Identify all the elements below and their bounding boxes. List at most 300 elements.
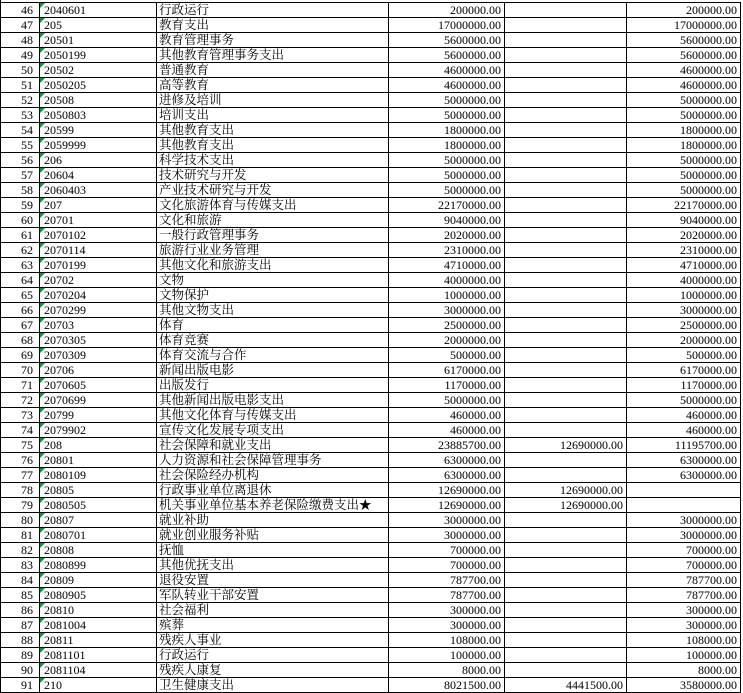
budget-code-cell[interactable] xyxy=(40,453,157,468)
amount-1-cell[interactable]: 108000.00 xyxy=(389,633,505,648)
amount-1-cell[interactable]: 5000000.00 xyxy=(389,153,505,168)
budget-code-cell[interactable] xyxy=(40,333,157,348)
amount-3-cell[interactable]: 4600000.00 xyxy=(627,63,741,78)
amount-1-cell[interactable]: 1800000.00 xyxy=(389,123,505,138)
table-row xyxy=(1,33,741,48)
amount-3-cell[interactable] xyxy=(627,498,741,513)
table-row xyxy=(1,528,741,543)
amount-1-cell[interactable]: 300000.00 xyxy=(389,603,505,618)
item-name-cell[interactable]: 出版发行 xyxy=(157,378,389,393)
amount-1-cell[interactable]: 5000000.00 xyxy=(389,183,505,198)
amount-2-cell[interactable] xyxy=(505,663,627,678)
item-name-cell[interactable]: 其他文物支出 xyxy=(157,303,389,318)
amount-3-cell[interactable]: 3580000.00 xyxy=(627,678,741,693)
row-number-cell[interactable]: 72 xyxy=(1,393,40,408)
amount-3-cell[interactable]: 200000.00 xyxy=(627,3,741,18)
row-number-cell[interactable]: 58 xyxy=(1,183,40,198)
row-number-cell[interactable]: 54 xyxy=(1,123,40,138)
amount-2-cell[interactable] xyxy=(505,48,627,63)
item-name-cell[interactable]: 高等教育 xyxy=(157,78,389,93)
amount-1-cell[interactable]: 5000000.00 xyxy=(389,168,505,183)
row-number-cell[interactable]: 86 xyxy=(1,603,40,618)
amount-3-cell[interactable]: 1000000.00 xyxy=(627,288,741,303)
item-name-cell[interactable]: 其他新闻出版电影支出 xyxy=(157,393,389,408)
budget-code-cell[interactable] xyxy=(40,438,157,453)
amount-2-cell[interactable] xyxy=(505,633,627,648)
item-name-cell[interactable]: 文物保护 xyxy=(157,288,389,303)
budget-code-cell[interactable] xyxy=(40,18,157,33)
amount-3-cell[interactable]: 17000000.00 xyxy=(627,18,741,33)
budget-code-cell[interactable] xyxy=(40,183,157,198)
amount-1-cell[interactable]: 12690000.00 xyxy=(389,498,505,513)
item-name-cell[interactable]: 技术研究与开发 xyxy=(157,168,389,183)
budget-code-cell[interactable] xyxy=(40,288,157,303)
amount-1-cell[interactable]: 1170000.00 xyxy=(389,378,505,393)
item-name-cell[interactable]: 体育 xyxy=(157,318,389,333)
budget-code-cell[interactable] xyxy=(40,423,157,438)
amount-3-cell[interactable]: 1800000.00 xyxy=(627,138,741,153)
amount-3-cell[interactable]: 3000000.00 xyxy=(627,303,741,318)
budget-code-cell[interactable] xyxy=(40,48,157,63)
budget-code-cell[interactable] xyxy=(40,633,157,648)
amount-3-cell[interactable]: 460000.00 xyxy=(627,408,741,423)
budget-code-cell[interactable] xyxy=(40,318,157,333)
amount-2-cell[interactable] xyxy=(505,558,627,573)
budget-code-cell[interactable] xyxy=(40,363,157,378)
budget-code-cell[interactable] xyxy=(40,213,157,228)
item-name-cell[interactable]: 文化旅游体育与传媒支出 xyxy=(157,198,389,213)
item-name-cell[interactable]: 体育交流与合作 xyxy=(157,348,389,363)
row-number-cell[interactable]: 81 xyxy=(1,528,40,543)
amount-2-cell[interactable]: 12690000.00 xyxy=(505,438,627,453)
amount-2-cell[interactable] xyxy=(505,603,627,618)
item-name-cell[interactable]: 退役安置 xyxy=(157,573,389,588)
amount-2-cell[interactable] xyxy=(505,573,627,588)
row-number-cell[interactable]: 67 xyxy=(1,318,40,333)
amount-1-cell[interactable]: 5000000.00 xyxy=(389,108,505,123)
budget-code-text: 20599 xyxy=(44,123,74,137)
amount-3-cell[interactable]: 8000.00 xyxy=(627,663,741,678)
amount-3-cell[interactable]: 1800000.00 xyxy=(627,123,741,138)
item-name-cell[interactable]: 其他文化体育与传媒支出 xyxy=(157,408,389,423)
budget-code-cell[interactable] xyxy=(40,108,157,123)
amount-2-cell[interactable] xyxy=(505,213,627,228)
amount-1-cell[interactable]: 2020000.00 xyxy=(389,228,505,243)
budget-code-cell[interactable] xyxy=(40,663,157,678)
amount-2-cell[interactable] xyxy=(505,273,627,288)
amount-3-cell[interactable]: 22170000.00 xyxy=(627,198,741,213)
amount-2-cell[interactable] xyxy=(505,63,627,78)
amount-3-cell[interactable]: 5600000.00 xyxy=(627,33,741,48)
amount-2-cell[interactable] xyxy=(505,618,627,633)
row-number-cell[interactable]: 65 xyxy=(1,288,40,303)
amount-2-cell[interactable] xyxy=(505,258,627,273)
amount-3-cell[interactable]: 300000.00 xyxy=(627,618,741,633)
row-number-cell[interactable]: 63 xyxy=(1,258,40,273)
item-name-cell[interactable]: 其他教育支出 xyxy=(157,123,389,138)
amount-2-cell[interactable] xyxy=(505,333,627,348)
item-name-cell[interactable]: 普通教育 xyxy=(157,63,389,78)
amount-1-cell[interactable]: 5000000.00 xyxy=(389,393,505,408)
amount-2-cell[interactable] xyxy=(505,78,627,93)
budget-code-cell[interactable] xyxy=(40,78,157,93)
budget-code-cell[interactable] xyxy=(40,528,157,543)
amount-1-cell[interactable]: 4600000.00 xyxy=(389,78,505,93)
amount-2-cell[interactable] xyxy=(505,363,627,378)
budget-code-cell[interactable] xyxy=(40,558,157,573)
row-number-cell[interactable]: 57 xyxy=(1,168,40,183)
number-stored-as-text-indicator-icon xyxy=(40,378,45,383)
row-number-cell[interactable]: 91 xyxy=(1,678,40,693)
amount-1-cell[interactable]: 500000.00 xyxy=(389,348,505,363)
row-number-cell[interactable]: 53 xyxy=(1,108,40,123)
amount-2-cell[interactable]: 12690000.00 xyxy=(505,483,627,498)
amount-2-cell[interactable] xyxy=(505,168,627,183)
item-name-cell[interactable]: 行政运行 xyxy=(157,648,389,663)
item-name-cell[interactable]: 卫生健康支出 xyxy=(157,678,389,693)
amount-2-cell[interactable] xyxy=(505,423,627,438)
row-number-cell[interactable]: 60 xyxy=(1,213,40,228)
item-name-cell[interactable]: 科学技术支出 xyxy=(157,153,389,168)
budget-code-cell[interactable] xyxy=(40,348,157,363)
item-name-cell[interactable]: 一般行政管理事务 xyxy=(157,228,389,243)
amount-3-cell[interactable]: 700000.00 xyxy=(627,558,741,573)
row-number-cell[interactable]: 88 xyxy=(1,633,40,648)
amount-1-cell[interactable]: 1800000.00 xyxy=(389,138,505,153)
budget-code-cell[interactable] xyxy=(40,273,157,288)
amount-2-cell[interactable] xyxy=(505,198,627,213)
amount-2-cell[interactable] xyxy=(505,393,627,408)
amount-3-cell[interactable]: 500000.00 xyxy=(627,348,741,363)
amount-1-cell[interactable]: 2500000.00 xyxy=(389,318,505,333)
row-number-cell[interactable]: 52 xyxy=(1,93,40,108)
amount-2-cell[interactable]: 12690000.00 xyxy=(505,498,627,513)
budget-code-cell[interactable] xyxy=(40,228,157,243)
amount-3-cell[interactable]: 5000000.00 xyxy=(627,168,741,183)
item-name-cell[interactable]: 体育竞赛 xyxy=(157,333,389,348)
item-name-cell[interactable]: 宣传文化发展专项支出 xyxy=(157,423,389,438)
row-number-cell[interactable]: 70 xyxy=(1,363,40,378)
item-name-cell[interactable]: 就业创业服务补贴 xyxy=(157,528,389,543)
budget-code-cell[interactable] xyxy=(40,378,157,393)
budget-code-cell[interactable] xyxy=(40,198,157,213)
amount-3-cell[interactable]: 2310000.00 xyxy=(627,243,741,258)
budget-code-cell[interactable] xyxy=(40,498,157,513)
item-name-cell[interactable]: 新闻出版电影 xyxy=(157,363,389,378)
amount-1-cell[interactable]: 12690000.00 xyxy=(389,483,505,498)
amount-1-cell[interactable]: 1000000.00 xyxy=(389,288,505,303)
amount-1-cell[interactable]: 2310000.00 xyxy=(389,243,505,258)
amount-3-cell[interactable]: 108000.00 xyxy=(627,633,741,648)
amount-1-cell[interactable]: 4000000.00 xyxy=(389,273,505,288)
item-name-cell[interactable]: 社会保险经办机构 xyxy=(157,468,389,483)
row-number-cell[interactable]: 59 xyxy=(1,198,40,213)
amount-1-cell[interactable]: 8000.00 xyxy=(389,663,505,678)
amount-2-cell[interactable] xyxy=(505,108,627,123)
budget-code-cell[interactable] xyxy=(40,3,157,18)
amount-3-cell[interactable]: 4600000.00 xyxy=(627,78,741,93)
budget-code-cell[interactable] xyxy=(40,468,157,483)
item-name-cell[interactable]: 军队转业干部安置 xyxy=(157,588,389,603)
budget-code-cell[interactable] xyxy=(40,408,157,423)
amount-2-cell[interactable] xyxy=(505,543,627,558)
item-name-cell[interactable]: 行政运行 xyxy=(157,3,389,18)
item-name-cell[interactable]: 培训支出 xyxy=(157,108,389,123)
budget-code-text: 2040601 xyxy=(44,3,86,17)
row-number-cell[interactable]: 74 xyxy=(1,423,40,438)
amount-2-cell[interactable] xyxy=(505,648,627,663)
row-number-cell[interactable]: 73 xyxy=(1,408,40,423)
amount-1-cell[interactable]: 9040000.00 xyxy=(389,213,505,228)
amount-1-cell[interactable]: 5600000.00 xyxy=(389,33,505,48)
budget-code-cell[interactable] xyxy=(40,543,157,558)
row-number-cell[interactable]: 85 xyxy=(1,588,40,603)
table-row xyxy=(1,318,741,333)
amount-3-cell[interactable]: 5600000.00 xyxy=(627,48,741,63)
table-row xyxy=(1,78,741,93)
item-name-cell[interactable]: 就业补助 xyxy=(157,513,389,528)
amount-1-cell[interactable]: 460000.00 xyxy=(389,423,505,438)
amount-2-cell[interactable] xyxy=(505,588,627,603)
amount-3-cell[interactable]: 700000.00 xyxy=(627,543,741,558)
amount-1-cell[interactable]: 6170000.00 xyxy=(389,363,505,378)
amount-3-cell[interactable]: 787700.00 xyxy=(627,573,741,588)
row-number-cell[interactable]: 71 xyxy=(1,378,40,393)
row-number-cell[interactable]: 84 xyxy=(1,573,40,588)
amount-2-cell[interactable] xyxy=(505,228,627,243)
item-name-cell[interactable]: 其他教育管理事务支出 xyxy=(157,48,389,63)
item-name-cell[interactable]: 其他教育支出 xyxy=(157,138,389,153)
amount-3-cell[interactable]: 2500000.00 xyxy=(627,318,741,333)
table-row xyxy=(1,303,741,318)
row-number-cell[interactable]: 82 xyxy=(1,543,40,558)
amount-2-cell[interactable] xyxy=(505,513,627,528)
amount-3-cell[interactable]: 5000000.00 xyxy=(627,153,741,168)
amount-1-cell[interactable]: 200000.00 xyxy=(389,3,505,18)
budget-code-text: 20808 xyxy=(44,543,74,557)
table-row xyxy=(1,348,741,363)
budget-code-cell[interactable] xyxy=(40,93,157,108)
row-number-cell[interactable]: 56 xyxy=(1,153,40,168)
amount-1-cell[interactable]: 3000000.00 xyxy=(389,513,505,528)
amount-3-cell[interactable]: 6300000.00 xyxy=(627,468,741,483)
amount-1-cell[interactable]: 3000000.00 xyxy=(389,528,505,543)
amount-1-cell[interactable]: 700000.00 xyxy=(389,558,505,573)
row-number-cell[interactable]: 68 xyxy=(1,333,40,348)
item-name-cell[interactable]: 教育管理事务 xyxy=(157,33,389,48)
number-stored-as-text-indicator-icon xyxy=(40,558,45,563)
item-name-cell[interactable]: 殡葬 xyxy=(157,618,389,633)
budget-code-cell[interactable] xyxy=(40,618,157,633)
amount-3-cell[interactable]: 6300000.00 xyxy=(627,453,741,468)
amount-1-cell[interactable]: 17000000.00 xyxy=(389,18,505,33)
item-name-cell[interactable]: 社会福利 xyxy=(157,603,389,618)
item-name-cell[interactable]: 行政事业单位离退休 xyxy=(157,483,389,498)
row-number-cell[interactable]: 89 xyxy=(1,648,40,663)
amount-3-cell[interactable]: 2000000.00 xyxy=(627,333,741,348)
amount-1-cell[interactable]: 3000000.00 xyxy=(389,303,505,318)
budget-code-cell[interactable] xyxy=(40,303,157,318)
row-number-cell[interactable]: 76 xyxy=(1,453,40,468)
amount-2-cell[interactable] xyxy=(505,408,627,423)
amount-3-cell[interactable]: 6170000.00 xyxy=(627,363,741,378)
budget-code-cell[interactable] xyxy=(40,483,157,498)
amount-1-cell[interactable]: 460000.00 xyxy=(389,408,505,423)
row-number-cell[interactable]: 61 xyxy=(1,228,40,243)
amount-1-cell[interactable]: 23885700.00 xyxy=(389,438,505,453)
row-number-cell[interactable]: 64 xyxy=(1,273,40,288)
row-number-cell[interactable]: 78 xyxy=(1,483,40,498)
amount-2-cell[interactable] xyxy=(505,3,627,18)
amount-3-cell[interactable]: 3000000.00 xyxy=(627,528,741,543)
row-number-cell[interactable]: 51 xyxy=(1,78,40,93)
budget-code-cell[interactable] xyxy=(40,258,157,273)
budget-code-cell[interactable] xyxy=(40,513,157,528)
budget-code-cell[interactable] xyxy=(40,153,157,168)
budget-code-text: 206 xyxy=(44,153,62,167)
item-name-cell[interactable]: 产业技术研究与开发 xyxy=(157,183,389,198)
amount-3-cell[interactable]: 2020000.00 xyxy=(627,228,741,243)
amount-2-cell[interactable]: 4441500.00 xyxy=(505,678,627,693)
row-number-cell[interactable]: 49 xyxy=(1,48,40,63)
row-number-cell[interactable]: 75 xyxy=(1,438,40,453)
item-name-cell[interactable]: 进修及培训 xyxy=(157,93,389,108)
budget-code-cell[interactable] xyxy=(40,138,157,153)
table-row xyxy=(1,423,741,438)
budget-code-text: 205 xyxy=(44,18,62,32)
row-number-cell[interactable]: 62 xyxy=(1,243,40,258)
amount-3-cell[interactable]: 100000.00 xyxy=(627,648,741,663)
amount-1-cell[interactable]: 5000000.00 xyxy=(389,93,505,108)
budget-code-cell[interactable] xyxy=(40,678,157,693)
row-number-cell[interactable]: 66 xyxy=(1,303,40,318)
row-number-cell[interactable]: 90 xyxy=(1,663,40,678)
row-number-cell[interactable]: 46 xyxy=(1,3,40,18)
item-name-cell[interactable]: 文物 xyxy=(157,273,389,288)
item-name-cell[interactable]: 抚恤 xyxy=(157,543,389,558)
amount-1-cell[interactable]: 6300000.00 xyxy=(389,453,505,468)
amount-1-cell[interactable]: 2000000.00 xyxy=(389,333,505,348)
amount-1-cell[interactable]: 6300000.00 xyxy=(389,468,505,483)
amount-1-cell[interactable]: 4600000.00 xyxy=(389,63,505,78)
row-number-cell[interactable]: 47 xyxy=(1,18,40,33)
amount-1-cell[interactable]: 300000.00 xyxy=(389,618,505,633)
item-name-cell[interactable]: 人力资源和社会保障管理事务 xyxy=(157,453,389,468)
table-row xyxy=(1,453,741,468)
budget-code-cell[interactable] xyxy=(40,573,157,588)
table-row xyxy=(1,108,741,123)
budget-code-text: 20701 xyxy=(44,213,74,227)
item-name-cell[interactable]: 残疾人康复 xyxy=(157,663,389,678)
amount-2-cell[interactable] xyxy=(505,18,627,33)
amount-3-cell[interactable]: 3000000.00 xyxy=(627,513,741,528)
amount-3-cell[interactable]: 11195700.00 xyxy=(627,438,741,453)
budget-code-text: 2070605 xyxy=(44,378,86,392)
amount-2-cell[interactable] xyxy=(505,93,627,108)
item-name-cell[interactable]: 其他优抚支出 xyxy=(157,558,389,573)
amount-1-cell[interactable]: 8021500.00 xyxy=(389,678,505,693)
amount-1-cell[interactable]: 100000.00 xyxy=(389,648,505,663)
amount-3-cell[interactable]: 5000000.00 xyxy=(627,93,741,108)
budget-code-text: 2059999 xyxy=(44,138,86,152)
amount-1-cell[interactable]: 4710000.00 xyxy=(389,258,505,273)
table-row xyxy=(1,603,741,618)
row-number-cell[interactable]: 55 xyxy=(1,138,40,153)
item-name-cell[interactable]: 其他文化和旅游支出 xyxy=(157,258,389,273)
item-name-cell[interactable]: 机关事业单位基本养老保险缴费支出★ xyxy=(157,498,389,513)
amount-2-cell[interactable] xyxy=(505,348,627,363)
budget-code-cell[interactable] xyxy=(40,123,157,138)
amount-2-cell[interactable] xyxy=(505,468,627,483)
budget-code-cell[interactable] xyxy=(40,33,157,48)
row-number-cell[interactable]: 77 xyxy=(1,468,40,483)
budget-code-cell[interactable] xyxy=(40,243,157,258)
amount-2-cell[interactable] xyxy=(505,303,627,318)
amount-2-cell[interactable] xyxy=(505,123,627,138)
amount-1-cell[interactable]: 787700.00 xyxy=(389,588,505,603)
amount-3-cell[interactable]: 4000000.00 xyxy=(627,273,741,288)
amount-3-cell[interactable]: 5000000.00 xyxy=(627,183,741,198)
budget-code-cell[interactable] xyxy=(40,603,157,618)
amount-2-cell[interactable] xyxy=(505,318,627,333)
amount-3-cell[interactable]: 9040000.00 xyxy=(627,213,741,228)
amount-2-cell[interactable] xyxy=(505,453,627,468)
row-number-cell[interactable]: 48 xyxy=(1,33,40,48)
item-name-cell[interactable]: 教育支出 xyxy=(157,18,389,33)
item-name-cell[interactable]: 文化和旅游 xyxy=(157,213,389,228)
amount-2-cell[interactable] xyxy=(505,183,627,198)
amount-3-cell[interactable]: 787700.00 xyxy=(627,588,741,603)
amount-2-cell[interactable] xyxy=(505,138,627,153)
amount-3-cell[interactable]: 5000000.00 xyxy=(627,393,741,408)
amount-1-cell[interactable]: 22170000.00 xyxy=(389,198,505,213)
row-number-cell[interactable]: 79 xyxy=(1,498,40,513)
item-name-cell[interactable]: 残疾人事业 xyxy=(157,633,389,648)
amount-3-cell[interactable]: 460000.00 xyxy=(627,423,741,438)
amount-2-cell[interactable] xyxy=(505,33,627,48)
row-number-cell[interactable]: 80 xyxy=(1,513,40,528)
row-number-cell[interactable]: 87 xyxy=(1,618,40,633)
amount-2-cell[interactable] xyxy=(505,288,627,303)
amount-3-cell[interactable] xyxy=(627,483,741,498)
row-number-cell[interactable]: 69 xyxy=(1,348,40,363)
amount-2-cell[interactable] xyxy=(505,378,627,393)
budget-code-cell[interactable] xyxy=(40,168,157,183)
amount-2-cell[interactable] xyxy=(505,528,627,543)
amount-2-cell[interactable] xyxy=(505,243,627,258)
amount-3-cell[interactable]: 4710000.00 xyxy=(627,258,741,273)
budget-code-text: 20801 xyxy=(44,453,74,467)
budget-code-text: 2070305 xyxy=(44,333,86,347)
budget-code-cell[interactable] xyxy=(40,63,157,78)
item-name-cell[interactable]: 旅游行业业务管理 xyxy=(157,243,389,258)
amount-1-cell[interactable]: 787700.00 xyxy=(389,573,505,588)
amount-1-cell[interactable]: 700000.00 xyxy=(389,543,505,558)
item-name-cell[interactable]: 社会保障和就业支出 xyxy=(157,438,389,453)
amount-3-cell[interactable]: 300000.00 xyxy=(627,603,741,618)
amount-1-cell[interactable]: 5600000.00 xyxy=(389,48,505,63)
table-row xyxy=(1,93,741,108)
budget-code-cell[interactable] xyxy=(40,648,157,663)
budget-code-cell[interactable] xyxy=(40,393,157,408)
amount-3-cell[interactable]: 5000000.00 xyxy=(627,108,741,123)
amount-3-cell[interactable]: 1170000.00 xyxy=(627,378,741,393)
row-number-cell[interactable]: 50 xyxy=(1,63,40,78)
number-stored-as-text-indicator-icon xyxy=(40,468,45,473)
budget-code-cell[interactable] xyxy=(40,588,157,603)
amount-2-cell[interactable] xyxy=(505,153,627,168)
row-number-cell[interactable]: 83 xyxy=(1,558,40,573)
